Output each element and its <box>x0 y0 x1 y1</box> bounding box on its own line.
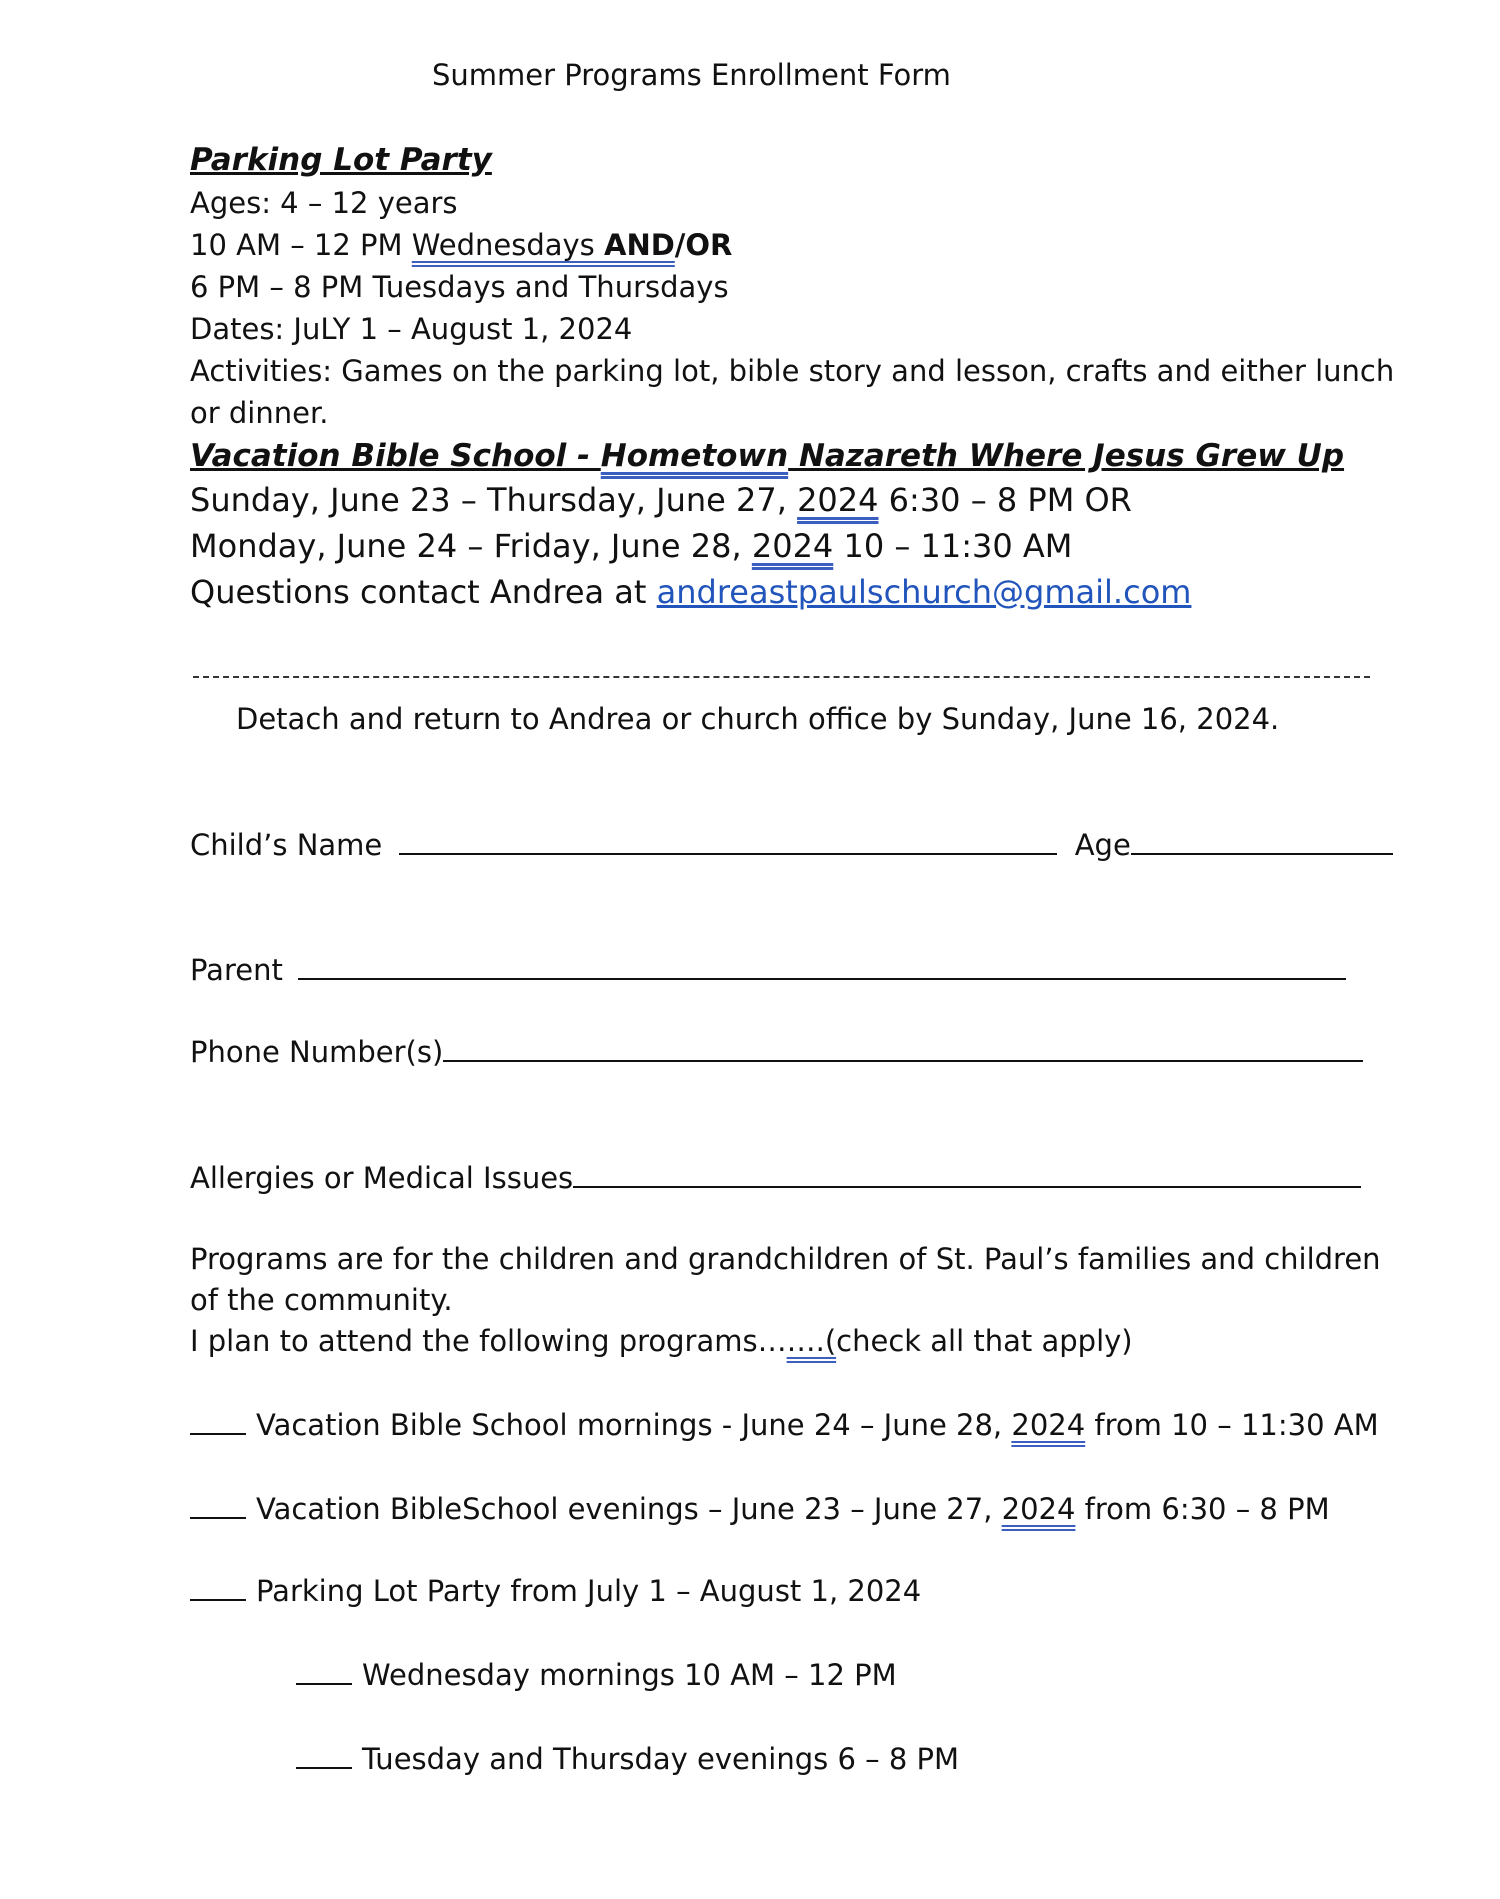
parking-time-tue-thu: 6 PM – 8 PM Tuesdays and Thursdays <box>190 270 729 304</box>
wednesday-mornings-label: Wednesday mornings 10 AM – 12 PM <box>362 1658 897 1692</box>
parking-time-wednesdays <box>190 225 732 265</box>
plan-text: I plan to attend the following programs… <box>190 1324 787 1358</box>
parking-activities-cont: or dinner. <box>190 396 329 430</box>
age-label: Age <box>1074 828 1131 862</box>
phone-field[interactable] <box>443 1030 1363 1062</box>
phone-row <box>190 1030 1363 1072</box>
vbs-evenings-checkbox[interactable] <box>190 1491 246 1519</box>
vbs-evening-text: Sunday, June 23 – Thursday, June 27, <box>190 481 798 519</box>
or-text: /OR <box>674 228 733 262</box>
parking-ages: Ages: 4 – 12 years <box>190 186 458 220</box>
form-title: Summer Programs Enrollment Form <box>432 58 951 92</box>
option-vbs-mornings <box>190 1405 1379 1445</box>
parking-dates: Dates: JuLY 1 – August 1, 2024 <box>190 312 633 346</box>
allergies-row <box>190 1156 1361 1198</box>
vbs-heading-hometown: Hometown <box>600 438 789 474</box>
programs-note: Programs are for the children and grandchildren of St. Paul’s families and children <box>190 1242 1381 1276</box>
contact-line <box>190 570 1191 614</box>
child-name-row <box>190 823 1393 865</box>
vbs-mornings-time: from 10 – 11:30 AM <box>1085 1408 1379 1442</box>
vbs-heading-part-a: Vacation Bible School - <box>190 438 601 474</box>
parking-lot-party-label: Parking Lot Party from July 1 – August 1, 2024 <box>256 1574 922 1608</box>
vbs-mornings-year: 2024 <box>1011 1408 1086 1442</box>
age-field[interactable] <box>1131 823 1393 855</box>
vbs-heading <box>190 436 1344 476</box>
vbs-evenings-time: from 6:30 – 8 PM <box>1075 1492 1330 1526</box>
parent-field[interactable] <box>298 948 1346 980</box>
vbs-mornings-checkbox[interactable] <box>190 1407 246 1435</box>
vbs-evenings-year: 2024 <box>1001 1492 1076 1526</box>
option-vbs-evenings <box>190 1489 1330 1529</box>
vbs-morning-time: 10 – 11:30 AM <box>833 527 1073 565</box>
detach-instructions: Detach and return to Andrea or church office by Sunday, June 16, 2024. <box>236 702 1280 736</box>
vbs-mornings-label: Vacation Bible School mornings - June 24 – June 28, <box>256 1408 1012 1442</box>
detach-dashed-line <box>193 676 1370 678</box>
vbs-morning-dates <box>190 524 1072 568</box>
child-name-label: Child’s Name <box>190 828 383 862</box>
vbs-evening-dates <box>190 478 1132 522</box>
phone-label: Phone Number(s) <box>190 1035 444 1069</box>
plan-to-attend <box>190 1321 1133 1361</box>
vbs-evening-year: 2024 <box>797 481 879 519</box>
plan-dots: ….( <box>786 1324 837 1358</box>
plan-check-note: check all that apply) <box>836 1324 1133 1358</box>
parking-activities: Activities: Games on the parking lot, bible story and lesson, crafts and either lunch <box>190 354 1395 388</box>
parking-lot-party-heading: Parking Lot Party <box>190 142 492 178</box>
wednesdays-text: Wednesdays <box>411 228 604 262</box>
wednesday-mornings-checkbox[interactable] <box>296 1657 352 1685</box>
allergies-label: Allergies or Medical Issues <box>190 1161 574 1195</box>
tue-thu-evenings-checkbox[interactable] <box>296 1741 352 1769</box>
parent-row <box>190 948 1346 990</box>
contact-email-link[interactable]: andreastpaulschurch@gmail.com <box>656 573 1192 611</box>
vbs-morning-year: 2024 <box>751 527 834 565</box>
and-text: AND <box>604 228 675 262</box>
option-parking-lot-party <box>190 1571 921 1611</box>
tue-thu-evenings-label: Tuesday and Thursday evenings 6 – 8 PM <box>362 1742 960 1776</box>
option-wednesday-mornings <box>296 1655 897 1695</box>
parking-lot-party-checkbox[interactable] <box>190 1573 246 1601</box>
vbs-evening-time: 6:30 – 8 PM OR <box>878 481 1132 519</box>
option-tue-thu-evenings <box>296 1739 959 1779</box>
programs-note-cont: of the community. <box>190 1283 453 1317</box>
contact-text: Questions contact Andrea at <box>190 573 657 611</box>
vbs-evenings-label: Vacation BibleSchool evenings – June 23 – June 27, <box>256 1492 1002 1526</box>
time-text: 10 AM – 12 PM <box>190 228 412 262</box>
vbs-heading-part-c: Nazareth Where Jesus Grew Up <box>788 438 1345 474</box>
parent-label: Parent <box>190 953 283 987</box>
vbs-morning-text: Monday, June 24 – Friday, June 28, <box>190 527 752 565</box>
child-name-field[interactable] <box>399 823 1057 855</box>
allergies-field[interactable] <box>573 1156 1361 1188</box>
